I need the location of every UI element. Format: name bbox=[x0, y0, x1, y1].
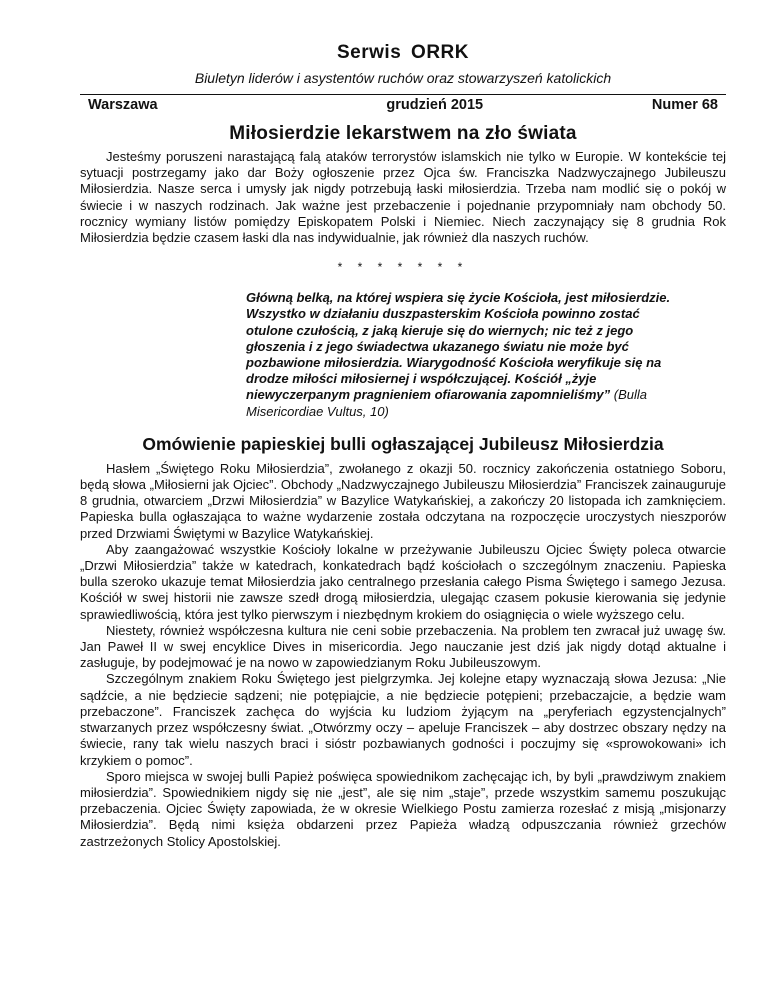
issue-date: grudzień 2015 bbox=[386, 97, 484, 113]
article2 bbox=[80, 434, 726, 850]
article1-paragraph: Jesteśmy poruszeni narastającą falą ataków terrorystów islamskich nie tylko w Europie. W kontekście tej sytuacji postrzegamy jako dar Boży ogłoszenie przez Ojca św. Franciszka Nadzwyczajnego Jubileuszu Miłosierdzia. Nasze serca i umysły jak nigdy potrzebują łaski miłosierdzia. Trzeba nam modlić się o pokój w świecie i w naszych rodzinach. Jak ważne jest przebaczenie i pojednanie przypomniały nam obchody 50. rocznicy wymiany listów pomiędzy Episkopatem Polski i Niemiec. Niech zaczynający się 8 grudnia Rok Miłosierdzia będzie czasem łaski dla nas indywidualnie, jak również dla naszych ruchów. bbox=[80, 149, 726, 246]
article2-paragraph: Sporo miejsca w swojej bulli Papież poświęca spowiednikom zachęcając ich, by byli „prawdziwym znakiem miłosierdzia”. Spowiednikiem nigdy się nie „jest”, ale się nim „staje”, przede wszystkim samemu poszukując przebaczenia. Ojciec Święty zapowiada, że w okresie Wielkiego Postu zamierza rozesłać z misją „misjonarzy Miłosierdzia”. Będą nimi księża obdarzeni przez Papieża władzą odpuszczania również grzechów zastrzeżonych Stolicy Apostolskiej. bbox=[80, 768, 726, 849]
article2-paragraph: Szczególnym znakiem Roku Świętego jest pielgrzymka. Jej kolejne etapy wyznaczają słowa Jezusa: „Nie sądźcie, a nie będziecie sądzeni; nie potępiajcie, a nie będziecie potępieni; przebaczajcie, a będzie wam przebaczone”. Franciszek zachęca do wyjścia ku ludziom żyjącym na „peryferiach egzystencjalnych” stwarzanych przez współczesny świat. „Otwórzmy oczy – apeluje Franciszek – aby dostrzec obszary nędzy na świecie, rany tak wielu naszych braci i sióstr pozbawianych godności i poczujmy się «sprowokowani» ich krzykiem o pomoc”. bbox=[80, 671, 726, 768]
article2-paragraph: Hasłem „Świętego Roku Miłosierdzia”, zwołanego z okazji 50. rocznicy zakończenia ostatniego Soboru, będą słowa „Miłosierni jak Ojciec”. Obchody „Nadzwyczajnego Jubileuszu Miłosierdzia” Franciszek zainauguruje 8 grudnia, otwarciem „Drzwi Miłosierdzia” w Bazylice Watykańskiej, a zakończy 20 listopada ich zamknięciem. Papieska bulla ogłaszająca to ważne wydarzenie została odczytana na rozpoczęcie uroczystych nieszporów przed Drzwiami Świętymi w Bazylice Watykańskiej. bbox=[80, 460, 726, 541]
issue-city: Warszawa bbox=[88, 97, 158, 113]
issue-number: Numer 68 bbox=[651, 97, 718, 113]
article2-paragraph: Aby zaangażować wszystkie Kościoły lokalne w przeżywanie Jubileuszu Ojciec Święty poleca otwarcie „Drzwi Miłosierdzia” także w katedrach, konkatedrach bądź kościołach o szczególnym znaczeniu. Papieska bulla szeroko ukazuje temat Miłosierdzia jako centralnego przesłania całego Pisma Świętego i samego Jezusa. Kościół w swej historii nie zawsze szedł drogą miłosierdzia, ulegając czasem pokusie kierowania się jedynie sprawiedliwością, która jest tylko pierwszym i niezbędnym krokiem do osiągnięcia o wiele wyższego celu. bbox=[80, 541, 726, 622]
article2-paragraph: Niestety, również współczesna kultura nie ceni sobie przebaczenia. Na problem ten zwracał już uwagę św. Jan Paweł II w swej encyklice Dives in misericordia. Jego nauczanie jest dziś jak nigdy dotąd aktualne i zasługuje, by podejmować je na nowo w zapowiedzianym Roku Jubileuszowym. bbox=[80, 622, 726, 671]
newsletter-subtitle: Biuletyn liderów i asystentów ruchów oraz stowarzyszeń katolickich bbox=[194, 70, 612, 86]
quote-text: Główną belką, na której wspiera się życie Kościoła, jest miłosierdzie. Wszystko w działaniu duszpasterskim Kościoła powinno zostać otulone czułością, z jaką kieruje się do wiernych; nic też z jego głoszenia i z jego świadectwa ukazanego światu nie może być pozbawione miłosierdzia. Wiarygodność Kościoła weryfikuje się na drodze miłości miłosiernej i współczującej. Kościół „żyje niewyczerpanym pragnieniem ofiarowania zapomnieliśmy” bbox=[246, 290, 671, 403]
bull-quote bbox=[246, 290, 676, 420]
issue-meta bbox=[80, 95, 726, 113]
quote-source: (Bulla Misericordiae Vultus, 10) bbox=[246, 387, 647, 419]
article1-heading: Miłosierdzie lekarstwem na zło świata bbox=[229, 123, 577, 144]
article2-heading: Omówienie papieskiej bulli ogłaszającej Jubileusz Miłosierdzia bbox=[142, 433, 664, 454]
section-separator: * * * * * * * bbox=[337, 260, 469, 275]
newsletter-title: Serwis ORRK bbox=[337, 42, 469, 63]
